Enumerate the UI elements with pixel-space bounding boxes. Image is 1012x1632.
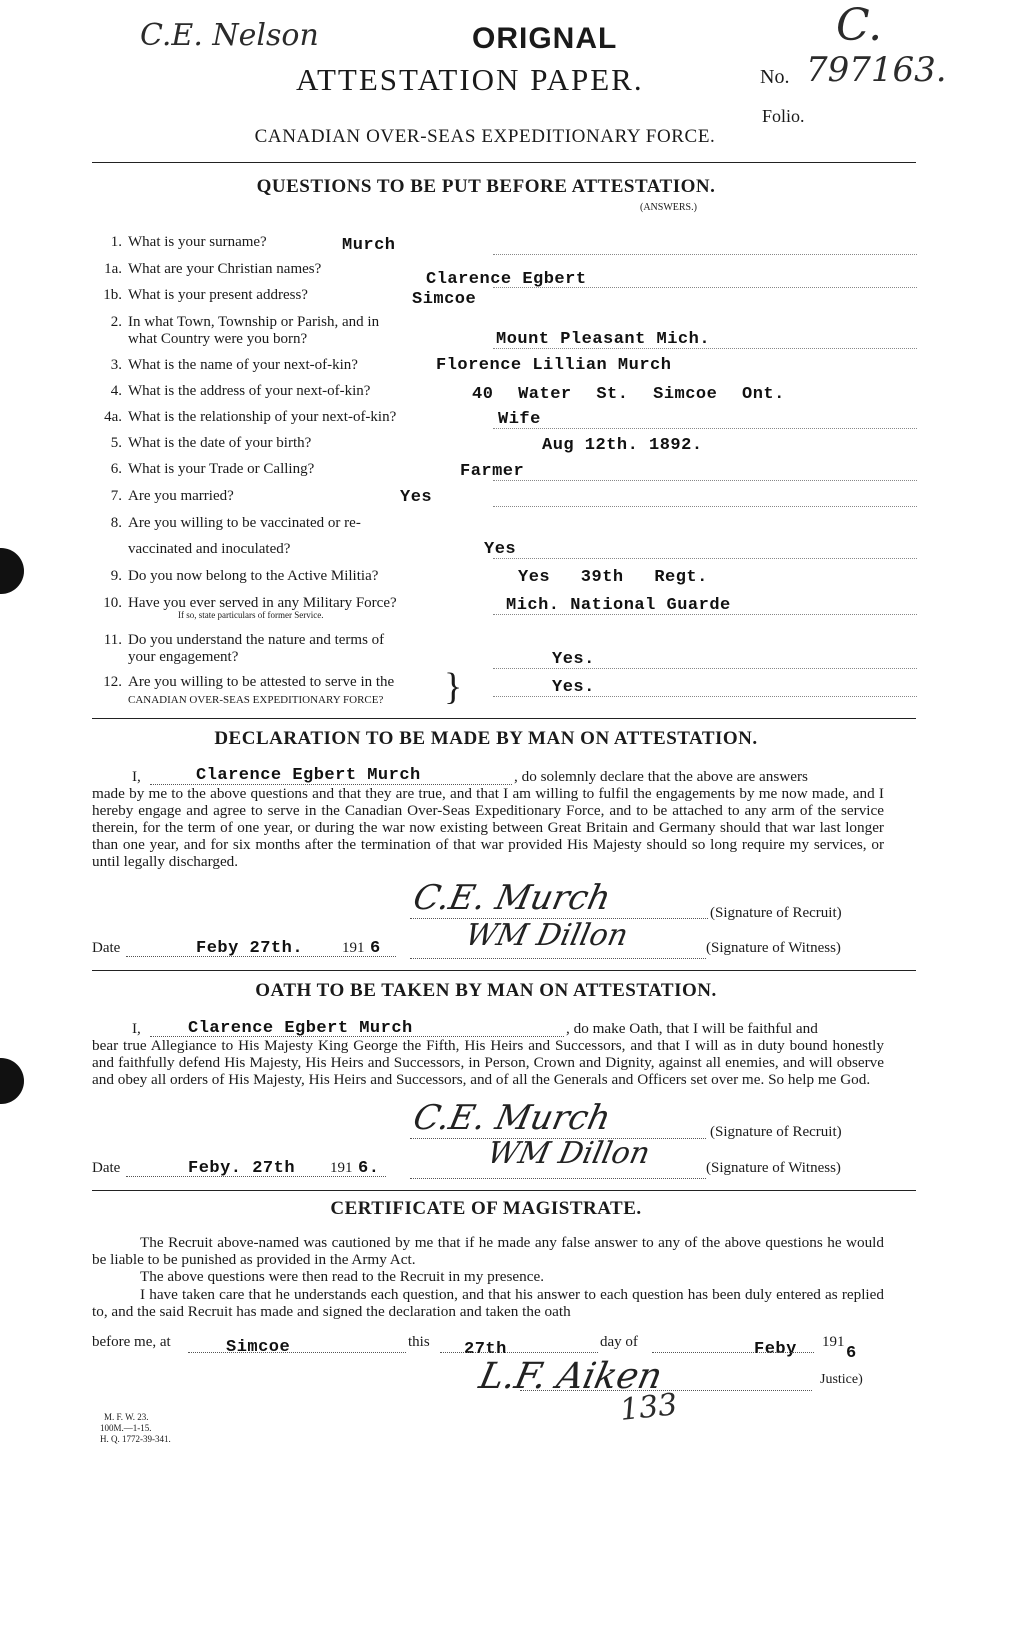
oath-witness-label: (Signature of Witness) (706, 1160, 841, 1176)
brace: } (444, 666, 463, 708)
answer-military-service: Mich. National Guarde (506, 596, 731, 615)
question-11: 11. Do you understand the nature and terms of (103, 632, 385, 648)
answers-label: (ANSWERS.) (640, 202, 697, 213)
question-2-continued: what Country were you born? (128, 331, 308, 347)
original-stamp: ORIGNAL (472, 22, 618, 55)
oath-text-2: bear true Allegiance to His Majesty King George the Fifth, His Heirs and Successors, and that I will as in duty bound honestly and faithfully defend His Majesty, His Heirs and Successors, in Person, Crown and Dignity, against all enemies, and will observe and obey all orders of His Majesty, His Heirs and Successors, and of all the Generals and Officers set over me. So help me God. (92, 1037, 884, 1088)
answer-surname: Murch (342, 236, 396, 255)
certificate-place: Simcoe (226, 1338, 291, 1357)
question-1a: 1a. What are your Christian names? (104, 261, 322, 277)
question-4: 4. What is the address of your next-of-kin? (110, 383, 371, 399)
declaration-year-suffix: 6 (370, 939, 381, 958)
question-4a: 4a. What is the relationship of your next-of-kin? (104, 409, 397, 425)
answer-kin-address: 40 Water St. Simcoe Ont. (472, 385, 785, 404)
divider (92, 970, 916, 971)
certificate-year-suffix: 6 (846, 1344, 857, 1363)
question-8: 8. Are you willing to be vaccinated or re- (110, 515, 361, 531)
oath-text-1: , do make Oath, that I will be faithful and (566, 1020, 818, 1037)
oath-heading: OATH TO BE TAKEN BY MAN ON ATTESTATION. (255, 980, 717, 1001)
declaration-name: Clarence Egbert Murch (196, 766, 421, 785)
number-label: No. (760, 66, 790, 88)
question-2: 2. In what Town, Township or Parish, and in (110, 314, 380, 330)
question-6: 6. What is your Trade or Calling? (110, 461, 315, 477)
declaration-text-2: made by me to the above questions and that they are true, and that I am willing to fulfil the engagements by me now made, and I hereby engage and agree to serve in the Canadian Over-Seas Expeditionary Force, and to be attached to any arm of the service therein, for the term of one year, or during the war now existing between Great Britain and Germany should that war last longer than one year, and for six months after the termination of that war provided His Majesty should so long require my services, or until legally discharged. (92, 785, 884, 870)
answer-christian-names: Clarence Egbert (426, 270, 587, 289)
answer-trade: Farmer (460, 462, 525, 481)
form-code: 100M.—1-15. (100, 1423, 152, 1433)
answer-understand-terms: Yes. (552, 650, 595, 669)
certificate-heading: CERTIFICATE OF MAGISTRATE. (330, 1198, 642, 1219)
declaration-year-prefix: 191 (342, 940, 365, 956)
magistrate-signature: L.F. Aiken (475, 1356, 666, 1397)
declaration-date: Feby 27th. (196, 939, 304, 958)
declaration-witness-signature: WM Dillon (462, 918, 632, 953)
oath-recruit-signature: C.E. Murch (409, 1098, 615, 1138)
punch-hole (0, 1058, 24, 1104)
declaration-heading: DECLARATION TO BE MADE BY MAN ON ATTESTATION. (214, 728, 758, 749)
declaration-text-1: , do solemnly declare that the above are answers (514, 768, 808, 785)
question-1b: 1b. What is your present address? (103, 287, 308, 303)
question-10-note: If so, state particulars of former Service. (178, 610, 324, 620)
folio-label: Folio. (762, 106, 805, 126)
oath-witness-signature: WM Dillon (484, 1136, 654, 1171)
answer-date-of-birth: Aug 12th. 1892. (542, 436, 703, 455)
question-1: 1. What is your surname? (110, 234, 267, 250)
oath-prefix: I, (132, 1020, 141, 1037)
oath-year-prefix: 191 (330, 1160, 353, 1176)
divider (92, 162, 916, 163)
corner-note: C.E. Nelson (140, 18, 319, 53)
form-code: H. Q. 1772-39-341. (100, 1434, 171, 1444)
question-12: 12. Are you willing to be attested to serve in the (103, 674, 395, 690)
answer-next-of-kin: Florence Lillian Murch (436, 356, 672, 375)
form-code: M. F. W. 23. (104, 1412, 149, 1422)
oath-recruit-label: (Signature of Recruit) (710, 1124, 842, 1140)
answer-married: Yes (400, 488, 433, 507)
oath-date-label: Date (92, 1160, 121, 1176)
question-8-continued: vaccinated and inoculated? (128, 541, 291, 557)
form-codes (100, 1412, 171, 1445)
declaration-recruit-label: (Signature of Recruit) (710, 905, 842, 921)
certificate-month: Feby (754, 1340, 797, 1359)
oath-name: Clarence Egbert Murch (188, 1019, 413, 1038)
certificate-before-label: before me, at (92, 1334, 171, 1350)
oath-year-suffix: 6. (358, 1159, 380, 1178)
questions-heading: QUESTIONS TO BE PUT BEFORE ATTESTATION. (256, 176, 716, 197)
answer-vaccinated: Yes (484, 540, 517, 559)
corner-mark: C. (836, 0, 883, 51)
declaration-date-label: Date (92, 940, 121, 956)
divider (92, 718, 916, 719)
declaration-recruit-signature: C.E. Murch (409, 878, 615, 918)
certificate-year-prefix: 191 (822, 1334, 845, 1350)
question-11-continued: your engagement? (128, 649, 239, 665)
answer-active-militia: Yes 39th Regt. (518, 568, 708, 587)
divider (92, 1190, 916, 1191)
oath-date: Feby. 27th (188, 1159, 296, 1178)
question-3: 3. What is the name of your next-of-kin? (110, 357, 358, 373)
magistrate-extra-mark: 133 (618, 1387, 679, 1428)
answer-kin-relationship: Wife (498, 410, 541, 429)
certificate-day-of-label: day of (600, 1334, 638, 1350)
answer-willing-to-serve: Yes. (552, 678, 595, 697)
punch-hole (0, 548, 24, 594)
certificate-para-1: The Recruit above-named was cautioned by me that if he made any false answer to any of the above questions he would be liable to be punished as provided in the Army Act. (92, 1234, 884, 1268)
certificate-day: 27th (464, 1340, 507, 1359)
number-value: 797163. (806, 50, 947, 90)
page-title: ATTESTATION PAPER. (296, 62, 644, 97)
justice-label: Justice) (820, 1372, 863, 1387)
question-5: 5. What is the date of your birth? (110, 435, 312, 451)
question-10: 10. Have you ever served in any Military Force? (103, 595, 397, 611)
declaration-prefix: I, (132, 768, 141, 785)
declaration-witness-label: (Signature of Witness) (706, 940, 841, 956)
certificate-para-3: I have taken care that he understands each question, and that his answer to each question has been duly entered as replied to, and the said Recruit has made and signed the declaration and taken the oath (92, 1286, 884, 1320)
certificate-para-2: The above questions were then read to the Recruit in my presence. (140, 1268, 545, 1285)
question-12-continued: CANADIAN OVER-SEAS EXPEDITIONARY FORCE? (128, 694, 384, 706)
certificate-this-label: this (408, 1334, 430, 1350)
answer-present-address: Simcoe (412, 290, 477, 309)
question-9: 9. Do you now belong to the Active Militia? (110, 568, 379, 584)
subtitle: CANADIAN OVER-SEAS EXPEDITIONARY FORCE. (254, 126, 716, 147)
question-7: 7. Are you married? (110, 488, 234, 504)
answer-birthplace: Mount Pleasant Mich. (496, 330, 711, 349)
